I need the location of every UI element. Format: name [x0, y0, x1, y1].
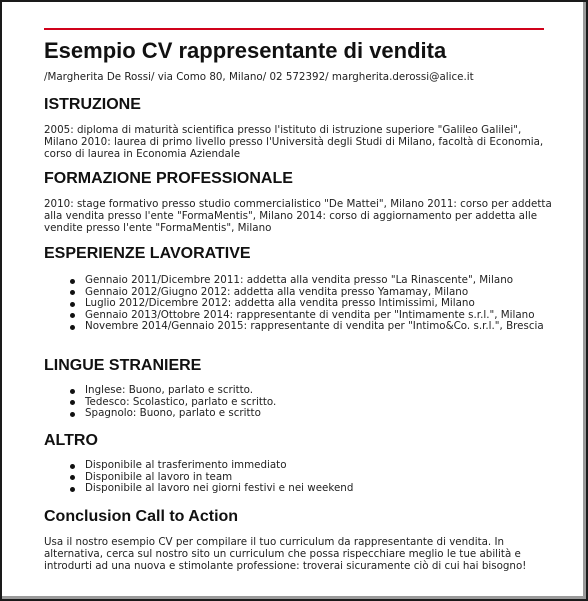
esperienze-list — [85, 275, 555, 333]
formazione-text: 2010: stage formativo presso studio commercialistico "De Mattei", Milano 2011: corso per addetta alla vendita presso l'ente "FormaMentis", Milano 2014: corso di aggiornamento per addetta alle vendite presso l'ente "FormaMentis", Milano — [44, 198, 552, 235]
document-title: Esempio CV rappresentante di vendita — [44, 38, 447, 63]
heading-lingue: LINGUE STRANIERE — [44, 357, 202, 374]
list-item: Disponibile al trasferimento immediato — [85, 460, 555, 472]
heading-formazione: FORMAZIONE PROFESSIONALE — [44, 170, 293, 187]
list-item: Inglese: Buono, parlato e scritto. — [85, 385, 555, 397]
list-item: Gennaio 2011/Dicembre 2011: addetta alla vendita presso "La Rinascente", Milano — [85, 275, 555, 287]
list-item: Spagnolo: Buono, parlato e scritto — [85, 408, 555, 420]
heading-altro: ALTRO — [44, 432, 98, 449]
list-item: Disponibile al lavoro nei giorni festivi e nei weekend — [85, 483, 555, 495]
contact-line: /Margherita De Rossi/ via Como 80, Milano/ 02 572392/ margherita.derossi@alice.it — [44, 71, 474, 83]
istruzione-text: 2005: diploma di maturità scientifica presso l'istituto di istruzione superiore "Galileo Galilei", Milano 2010: laurea di primo livello presso l'Università degli Studi di Milano, facoltà di Economia, corso di laurea in Economia Aziendale — [44, 124, 544, 161]
list-item: Luglio 2012/Dicembre 2012: addetta alla vendita presso Intimissimi, Milano — [85, 298, 555, 310]
heading-esperienze: ESPERIENZE LAVORATIVE — [44, 245, 251, 262]
altro-list — [85, 460, 555, 495]
heading-istruzione: ISTRUZIONE — [44, 96, 141, 113]
list-item: Novembre 2014/Gennaio 2015: rappresentante di vendita per "Intimo&Co. s.r.l.", Brescia — [85, 321, 555, 333]
list-item: Tedesco: Scolastico, parlato e scritto. — [85, 397, 555, 409]
accent-rule — [44, 28, 544, 30]
list-item: Gennaio 2012/Giugno 2012: addetta alla vendita presso Yamamay, Milano — [85, 287, 555, 299]
heading-conclusion: Conclusion Call to Action — [44, 508, 239, 525]
list-item: Disponibile al lavoro in team — [85, 472, 555, 484]
list-item: Gennaio 2013/Ottobre 2014: rappresentante di vendita per "Intimamente s.r.l.", Milano — [85, 310, 555, 322]
conclusion-text: Usa il nostro esempio CV per compilare il tuo curriculum da rappresentante di vendita. In alternativa, cerca sul nostro sito un curriculum che possa rispecchiare meglio le tue abilità e introdurti ad una nuova e stimolante professione: troverai sicuramente ciò di cui hai bisogno! — [44, 536, 527, 573]
lingue-list — [85, 385, 555, 420]
